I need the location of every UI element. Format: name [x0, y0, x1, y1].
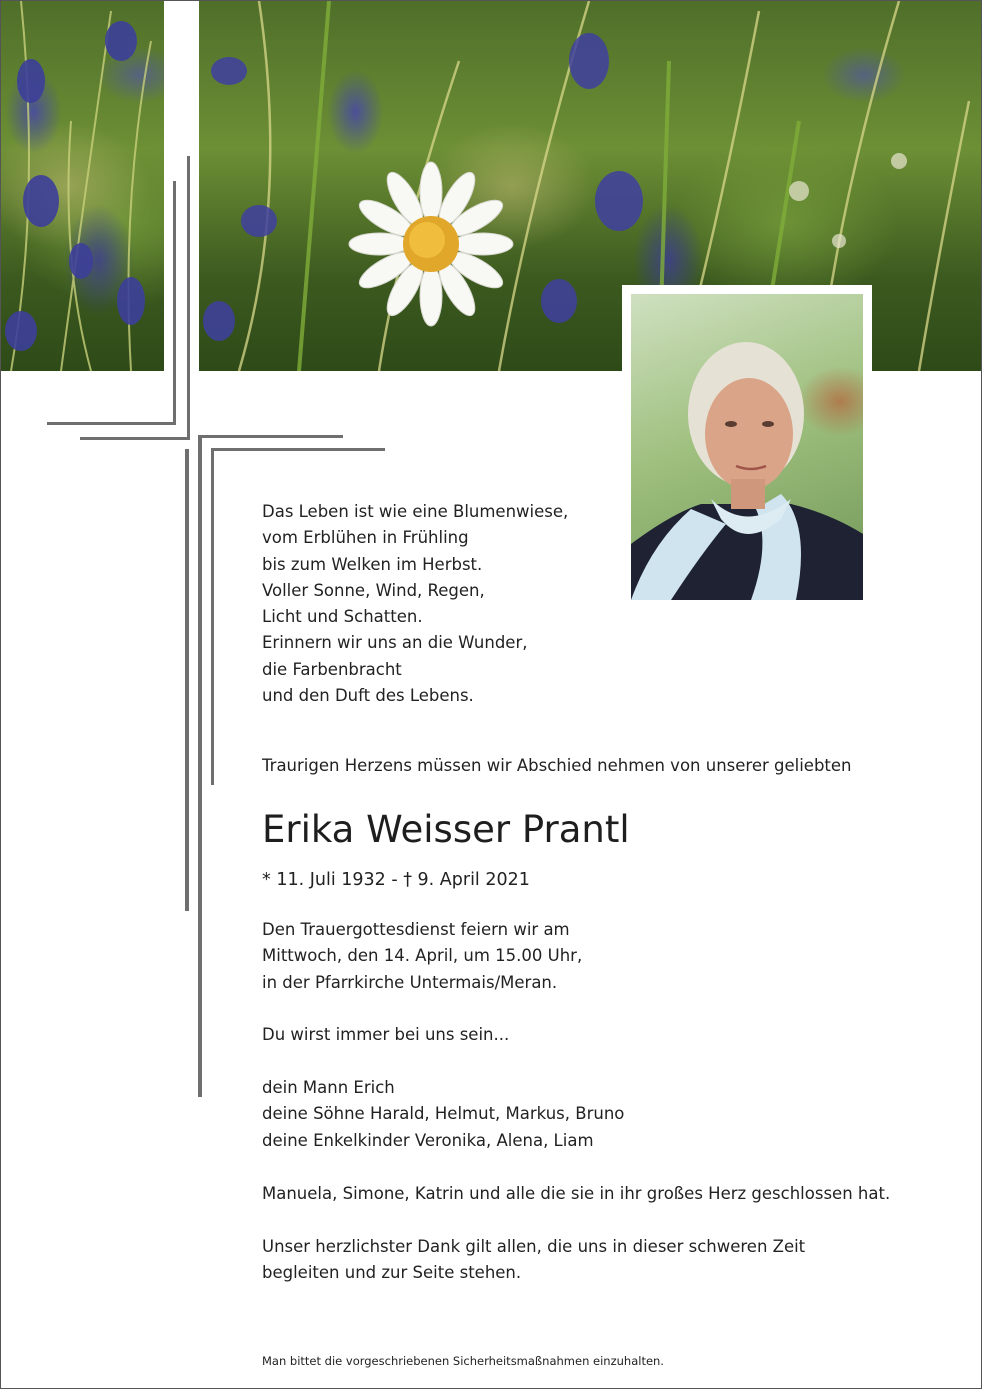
poem-line: bis zum Welken im Herbst. [262, 554, 483, 574]
mourners-others: Manuela, Simone, Katrin und alle die sie in ihr großes Herz geschlossen hat. [262, 1184, 891, 1203]
service-line: Den Trauergottesdienst feiern wir am [262, 920, 570, 939]
portrait-photo [631, 294, 863, 600]
safety-notice: Man bittet die vorgeschriebenen Sicherheitsmaßnahmen einzuhalten. [262, 1354, 664, 1368]
poem-line: vom Erblühen in Frühling [262, 528, 469, 548]
poem [262, 499, 568, 709]
thanks-line: Unser herzlichster Dank gilt allen, die uns in dieser schweren Zeit [262, 1237, 806, 1256]
deceased-name: Erika Weisser Prantl [262, 808, 630, 851]
family-line: dein Mann Erich [262, 1078, 395, 1097]
poem-line: Das Leben ist wie eine Blumenwiese, [262, 502, 569, 521]
meadow-image [1, 1, 164, 371]
thanks-line: begleiten und zur Seite stehen. [262, 1263, 522, 1283]
thanks-text [262, 1234, 805, 1287]
family-line: deine Söhne Harald, Helmut, Markus, Bruno [262, 1104, 625, 1124]
portrait-frame [622, 285, 872, 609]
poem-line: die Farbenbracht [262, 659, 402, 679]
meadow-banner-left [1, 1, 164, 371]
intro-text: Traurigen Herzens müssen wir Abschied nehmen von unserer geliebten [262, 756, 852, 775]
poem-line: Licht und Schatten. [262, 607, 423, 627]
poem-line: Erinnern wir uns an die Wunder, [262, 633, 528, 653]
funeral-service [262, 917, 582, 996]
farewell-text: Du wirst immer bei uns sein... [262, 1025, 510, 1044]
family-line: deine Enkelkinder Veronika, Alena, Liam [262, 1130, 594, 1150]
service-line: Mittwoch, den 14. April, um 15.00 Uhr, [262, 946, 583, 966]
poem-line: Voller Sonne, Wind, Regen, [262, 580, 485, 600]
service-line: in der Pfarrkirche Untermais/Meran. [262, 972, 558, 992]
poem-line: und den Duft des Lebens. [262, 686, 474, 706]
mourners-family [262, 1075, 624, 1154]
life-dates: * 11. Juli 1932 - † 9. April 2021 [262, 870, 530, 890]
